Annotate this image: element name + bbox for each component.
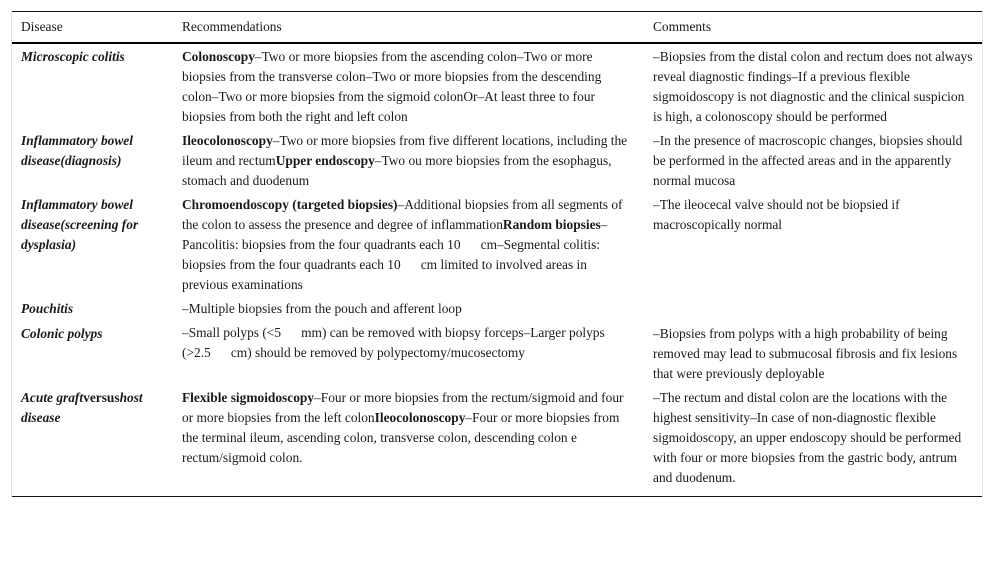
recommendation-text: –Two or more biopsies from five different locations, including the ileum and rectum	[182, 133, 628, 168]
table-row	[12, 129, 982, 193]
recommendation-text: –Pancolitis: biopsies from the four quadrants each 10 cm–Segmental colitis: biopsies from the four quadrants each 10 cm limited to involved areas in previous examinations	[182, 217, 608, 292]
disease-cell: Microscopic colitis	[21, 49, 125, 64]
table-header-row	[12, 12, 982, 44]
procedure-label: Ileocolonoscopy	[182, 133, 273, 148]
procedure-label: Flexible sigmoidoscopy	[182, 390, 315, 405]
recommendation-cell	[173, 321, 644, 386]
comments-cell	[644, 297, 982, 321]
comments-cell: –Biopsies from polyps with a high probability of being removed may lead to submucosal fibrosis and fix lesions that were previously deployable	[653, 326, 958, 381]
disease-cell: Inflammatory bowel disease(diagnosis)	[21, 133, 133, 168]
disease-name-part: versus	[83, 390, 120, 405]
column-header-disease: Disease	[21, 19, 63, 34]
recommendation-cell	[173, 129, 644, 193]
recommendation-text: –Four or more biopsies from the rectum/sigmoid and four or more biopsies from the left colon	[182, 390, 624, 425]
table-row	[12, 193, 982, 297]
disease-cell: Colonic polyps	[21, 326, 103, 341]
comments-cell: –Biopsies from the distal colon and rectum does not always reveal diagnostic findings–If a previous flexible sigmoidoscopy is not diagnostic and the clinical suspicion is high, a colonoscopy should be performed	[653, 49, 973, 124]
procedure-label: Colonoscopy	[182, 49, 255, 64]
table-row	[12, 321, 982, 386]
column-header-recommendations: Recommendations	[182, 19, 282, 34]
recommendation-cell	[173, 43, 644, 129]
recommendation-text: –Four or more biopsies from the terminal ileum, ascending colon, transverse colon, descending colon e rectum/sigmoid colon.	[182, 410, 620, 465]
recommendation-text: –Multiple biopsies from the pouch and afferent loop	[182, 301, 462, 316]
disease-cell	[12, 386, 173, 497]
recommendation-cell	[173, 193, 644, 297]
biopsy-recommendations-table	[12, 11, 982, 497]
comments-cell: –The rectum and distal colon are the locations with the highest sensitivity–In case of non-diagnostic flexible sigmoidoscopy, an upper endoscopy should be performed with four or more biopsies from the gastric body, antrum and duodenum.	[653, 390, 962, 485]
comments-cell: –In the presence of macroscopic changes, biopsies should be performed in the affected areas and in the apparently normal mucosa	[653, 133, 963, 188]
comments-cell: –The ileocecal valve should not be biopsied if macroscopically normal	[653, 197, 900, 232]
column-header-comments: Comments	[653, 19, 712, 34]
procedure-label: Upper endoscopy	[275, 153, 375, 168]
disease-name-part: Acute graft	[21, 390, 84, 405]
recommendation-text: –Two ou more biopsies from the esophagus, stomach and duodenum	[182, 153, 612, 188]
recommendation-cell	[173, 386, 644, 497]
table-row	[12, 386, 982, 497]
procedure-label: Chromoendoscopy (targeted biopsies)	[182, 197, 398, 212]
procedure-label: Random biopsies	[502, 217, 601, 232]
recommendation-text: –Additional biopsies from all segments of the colon to assess the presence and degree of inflammation	[182, 197, 623, 232]
table-row	[12, 43, 982, 129]
table-row	[12, 297, 982, 321]
disease-cell: Pouchitis	[21, 301, 74, 316]
procedure-label: Ileocolonoscopy	[374, 410, 466, 425]
recommendation-text: –Small polyps (<5 mm) can be removed with biopsy forceps–Larger polyps (>2.5 cm) should be removed by polypectomy/mucosectomy	[182, 325, 605, 360]
disease-cell: Inflammatory bowel disease(screening for dysplasia)	[21, 197, 139, 252]
recommendation-text: –Two or more biopsies from the ascending colon–Two or more biopsies from the transverse colon–Two or more biopsies from the descending colon–Two or more biopsies from the sigmoid colonOr–At least three to four biopsies from both the right and left colon	[182, 49, 602, 124]
biopsy-recommendations-table-container	[11, 11, 983, 497]
disease-name-part: host disease	[21, 390, 143, 425]
recommendation-cell	[173, 297, 644, 321]
